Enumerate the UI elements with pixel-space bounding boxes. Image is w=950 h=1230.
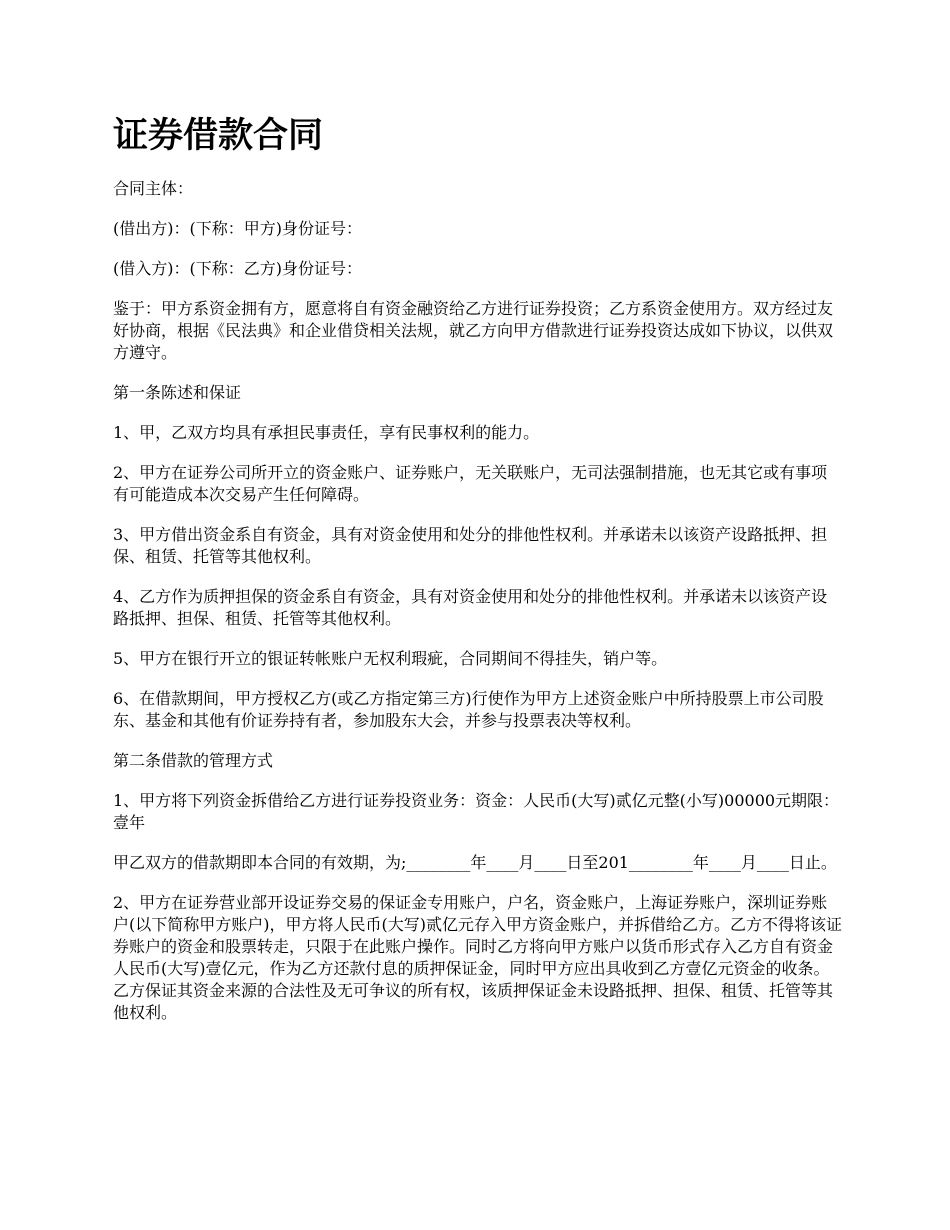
paragraph-contract-parties: 合同主体： bbox=[113, 179, 194, 198]
paragraph-article-1-item-2: 2、甲方在证券公司所开立的资金账户、证券账户，无关联账户，无司法强制措施，也无其它或有事项有可能造成本次交易产生任何障碍。 bbox=[113, 463, 828, 504]
paragraph-article-1-item-1: 1、甲，乙双方均具有承担民事责任，享有民事权利的能力。 bbox=[113, 423, 540, 442]
document-body bbox=[113, 178, 843, 1042]
paragraph-preamble: 鉴于：甲方系资金拥有方，愿意将自有资金融资给乙方进行证券投资；乙方系资金使用方。双方经过友好协商，根据《民法典》和企业借贷相关法规，就乙方向甲方借款进行证券投资达成如下协议，以供双方遵守。 bbox=[113, 299, 834, 362]
paragraph-article-2-item-2: 2、甲方在证券营业部开设证券交易的保证金专用账户，户名，资金账户，上海证券账户，深圳证券账户(以下简称甲方账户)，甲方将人民币(大写)贰亿元存入甲方资金账户，并拆借给乙方。乙方不得将该证券账户的资金和股票转走，只限于在此账户操作。同时乙方将向甲方账户以货币形式存入乙方自有资金人民币(大写)壹亿元，作为乙方还款付息的质押保证金，同时甲方应出具收到乙方壹亿元资金的收条。乙方保证其资金来源的合法性及无可争议的所有权，该质押保证金未设路抵押、担保、租赁、托管等其他权利。 bbox=[113, 893, 842, 1022]
paragraph-article-1-item-6: 6、在借款期间，甲方授权乙方(或乙方指定第三方)行使作为甲方上述资金账户中所持股票上市公司股东、基金和其他有价证券持有者，参加股东大会，并参与投票表决等权利。 bbox=[113, 689, 824, 730]
paragraph-lender: (借出方)：(下称：甲方)身份证号： bbox=[113, 219, 362, 238]
paragraph-loan-period: 甲乙双方的借款期即本合同的有效期，为;________年____月____日至201________年____月____日止。 bbox=[113, 853, 837, 872]
paragraph-borrower: (借入方)：(下称：乙方)身份证号： bbox=[113, 259, 362, 278]
document-title: 证券借款合同 bbox=[113, 116, 324, 156]
paragraph-article-1-item-3: 3、甲方借出资金系自有资金，具有对资金使用和处分的排他性权利。并承诺未以该资产设路抵押、担保、租赁、托管等其他权利。 bbox=[113, 525, 828, 566]
section-heading-article-2: 第二条借款的管理方式 bbox=[113, 751, 274, 770]
paragraph-article-2-item-1: 1、甲方将下列资金拆借给乙方进行证券投资业务：资金：人民币(大写)贰亿元整(小写)00000元期限：壹年 bbox=[113, 791, 840, 832]
section-heading-article-1: 第一条陈述和保证 bbox=[113, 383, 242, 402]
paragraph-article-1-item-5: 5、甲方在银行开立的银证转帐账户无权利瑕疵，合同期间不得挂失，销户等。 bbox=[113, 649, 668, 668]
paragraph-article-1-item-4: 4、乙方作为质押担保的资金系自有资金，具有对资金使用和处分的排他性权利。并承诺未以该资产设路抵押、担保、租赁、托管等其他权利。 bbox=[113, 587, 828, 628]
